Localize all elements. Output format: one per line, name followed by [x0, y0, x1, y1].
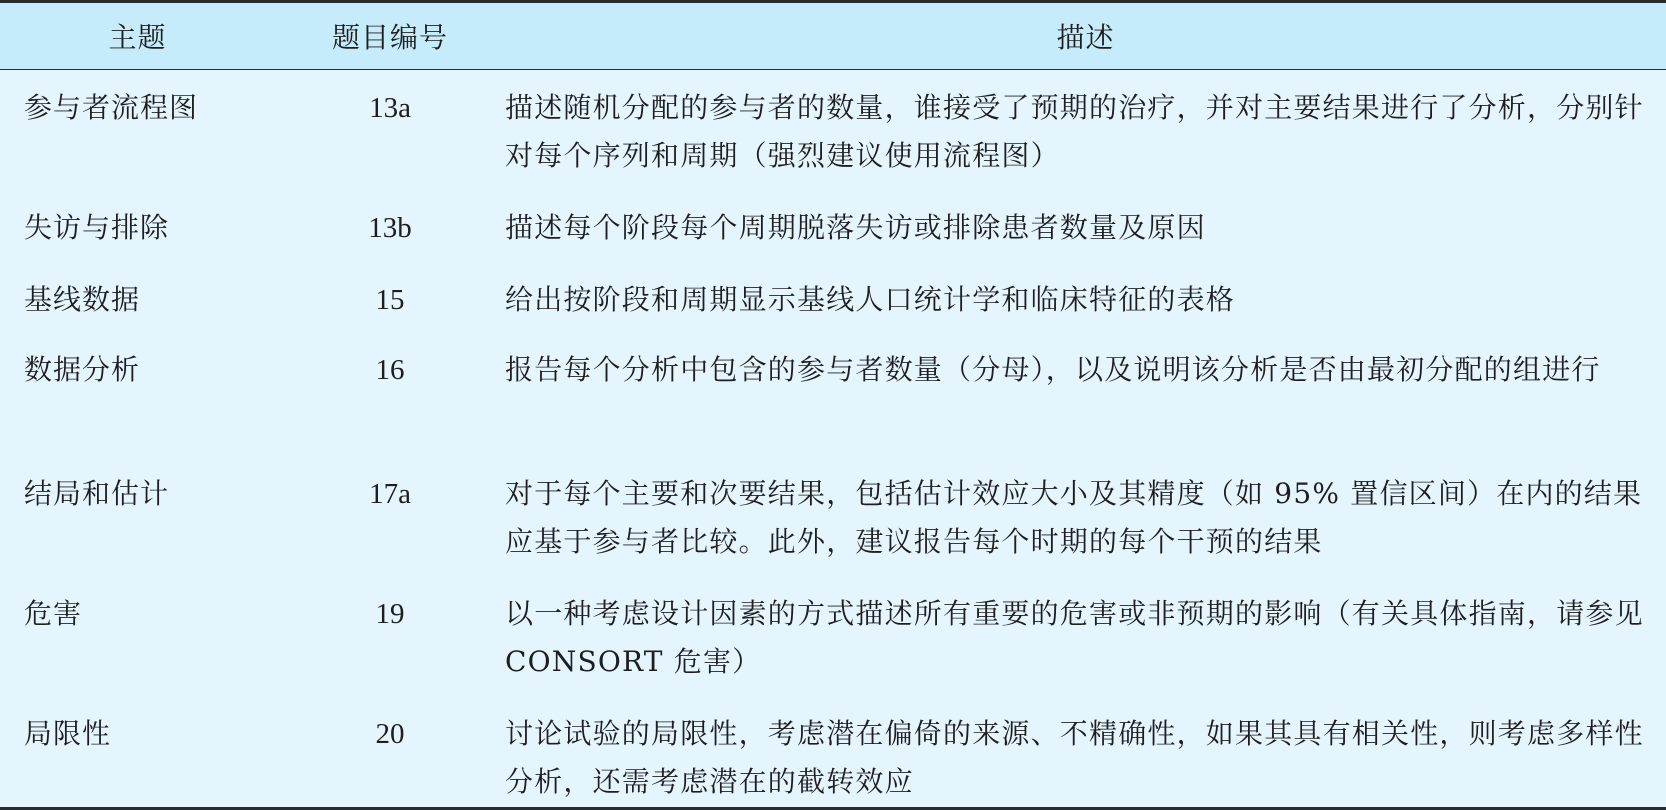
row-description: 对于每个主要和次要结果，包括估计效应大小及其精度（如 95% 置信区间）在内的结果应基于参与者比较。此外，建议报告每个时期的每个干预的结果 [505, 476, 1643, 558]
row-topic: 数据分析 [24, 352, 141, 386]
row-number: 17a [369, 477, 411, 510]
row-description: 讨论试验的局限性，考虑潜在偏倚的来源、不精确性，如果其具有相关性，则考虑多样性分析，还需考虑潜在的截转效应 [505, 716, 1644, 798]
row-number: 16 [375, 353, 405, 386]
row-number: 20 [375, 717, 405, 750]
row-topic: 结局和估计 [24, 476, 170, 510]
row-topic: 局限性 [24, 716, 112, 750]
table-row [0, 700, 1666, 806]
row-topic: 参与者流程图 [24, 90, 199, 124]
header-description: 描述 [505, 3, 1666, 69]
row-description: 以一种考虑设计因素的方式描述所有重要的危害或非预期的影响（有关具体指南，请参见 CONSORT 危害） [505, 596, 1644, 678]
row-number: 13a [369, 91, 411, 124]
row-topic: 失访与排除 [24, 210, 170, 244]
row-number: 15 [375, 283, 405, 316]
row-number: 19 [375, 597, 405, 630]
row-topic: 基线数据 [24, 282, 141, 316]
table-header-row [0, 3, 1666, 69]
table-row [0, 69, 1666, 194]
table-row [0, 194, 1666, 266]
row-description: 给出按阶段和周期显示基线人口统计学和临床特征的表格 [505, 282, 1236, 316]
row-description: 报告每个分析中包含的参与者数量（分母），以及说明该分析是否由最初分配的组进行 [505, 352, 1601, 386]
checklist-table [0, 3, 1666, 806]
table-row [0, 580, 1666, 700]
row-description: 描述每个阶段每个周期脱落失访或排除患者数量及原因 [505, 210, 1206, 244]
table-row [0, 266, 1666, 338]
header-number: 题目编号 [275, 3, 505, 69]
table-row [0, 460, 1666, 580]
row-topic: 危害 [24, 596, 83, 630]
row-description: 描述随机分配的参与者的数量，谁接受了预期的治疗，并对主要结果进行了分析，分别针对每个序列和周期（强烈建议使用流程图） [505, 90, 1644, 172]
row-number: 13b [368, 211, 412, 244]
table-row [0, 338, 1666, 460]
header-topic: 主题 [0, 3, 275, 69]
